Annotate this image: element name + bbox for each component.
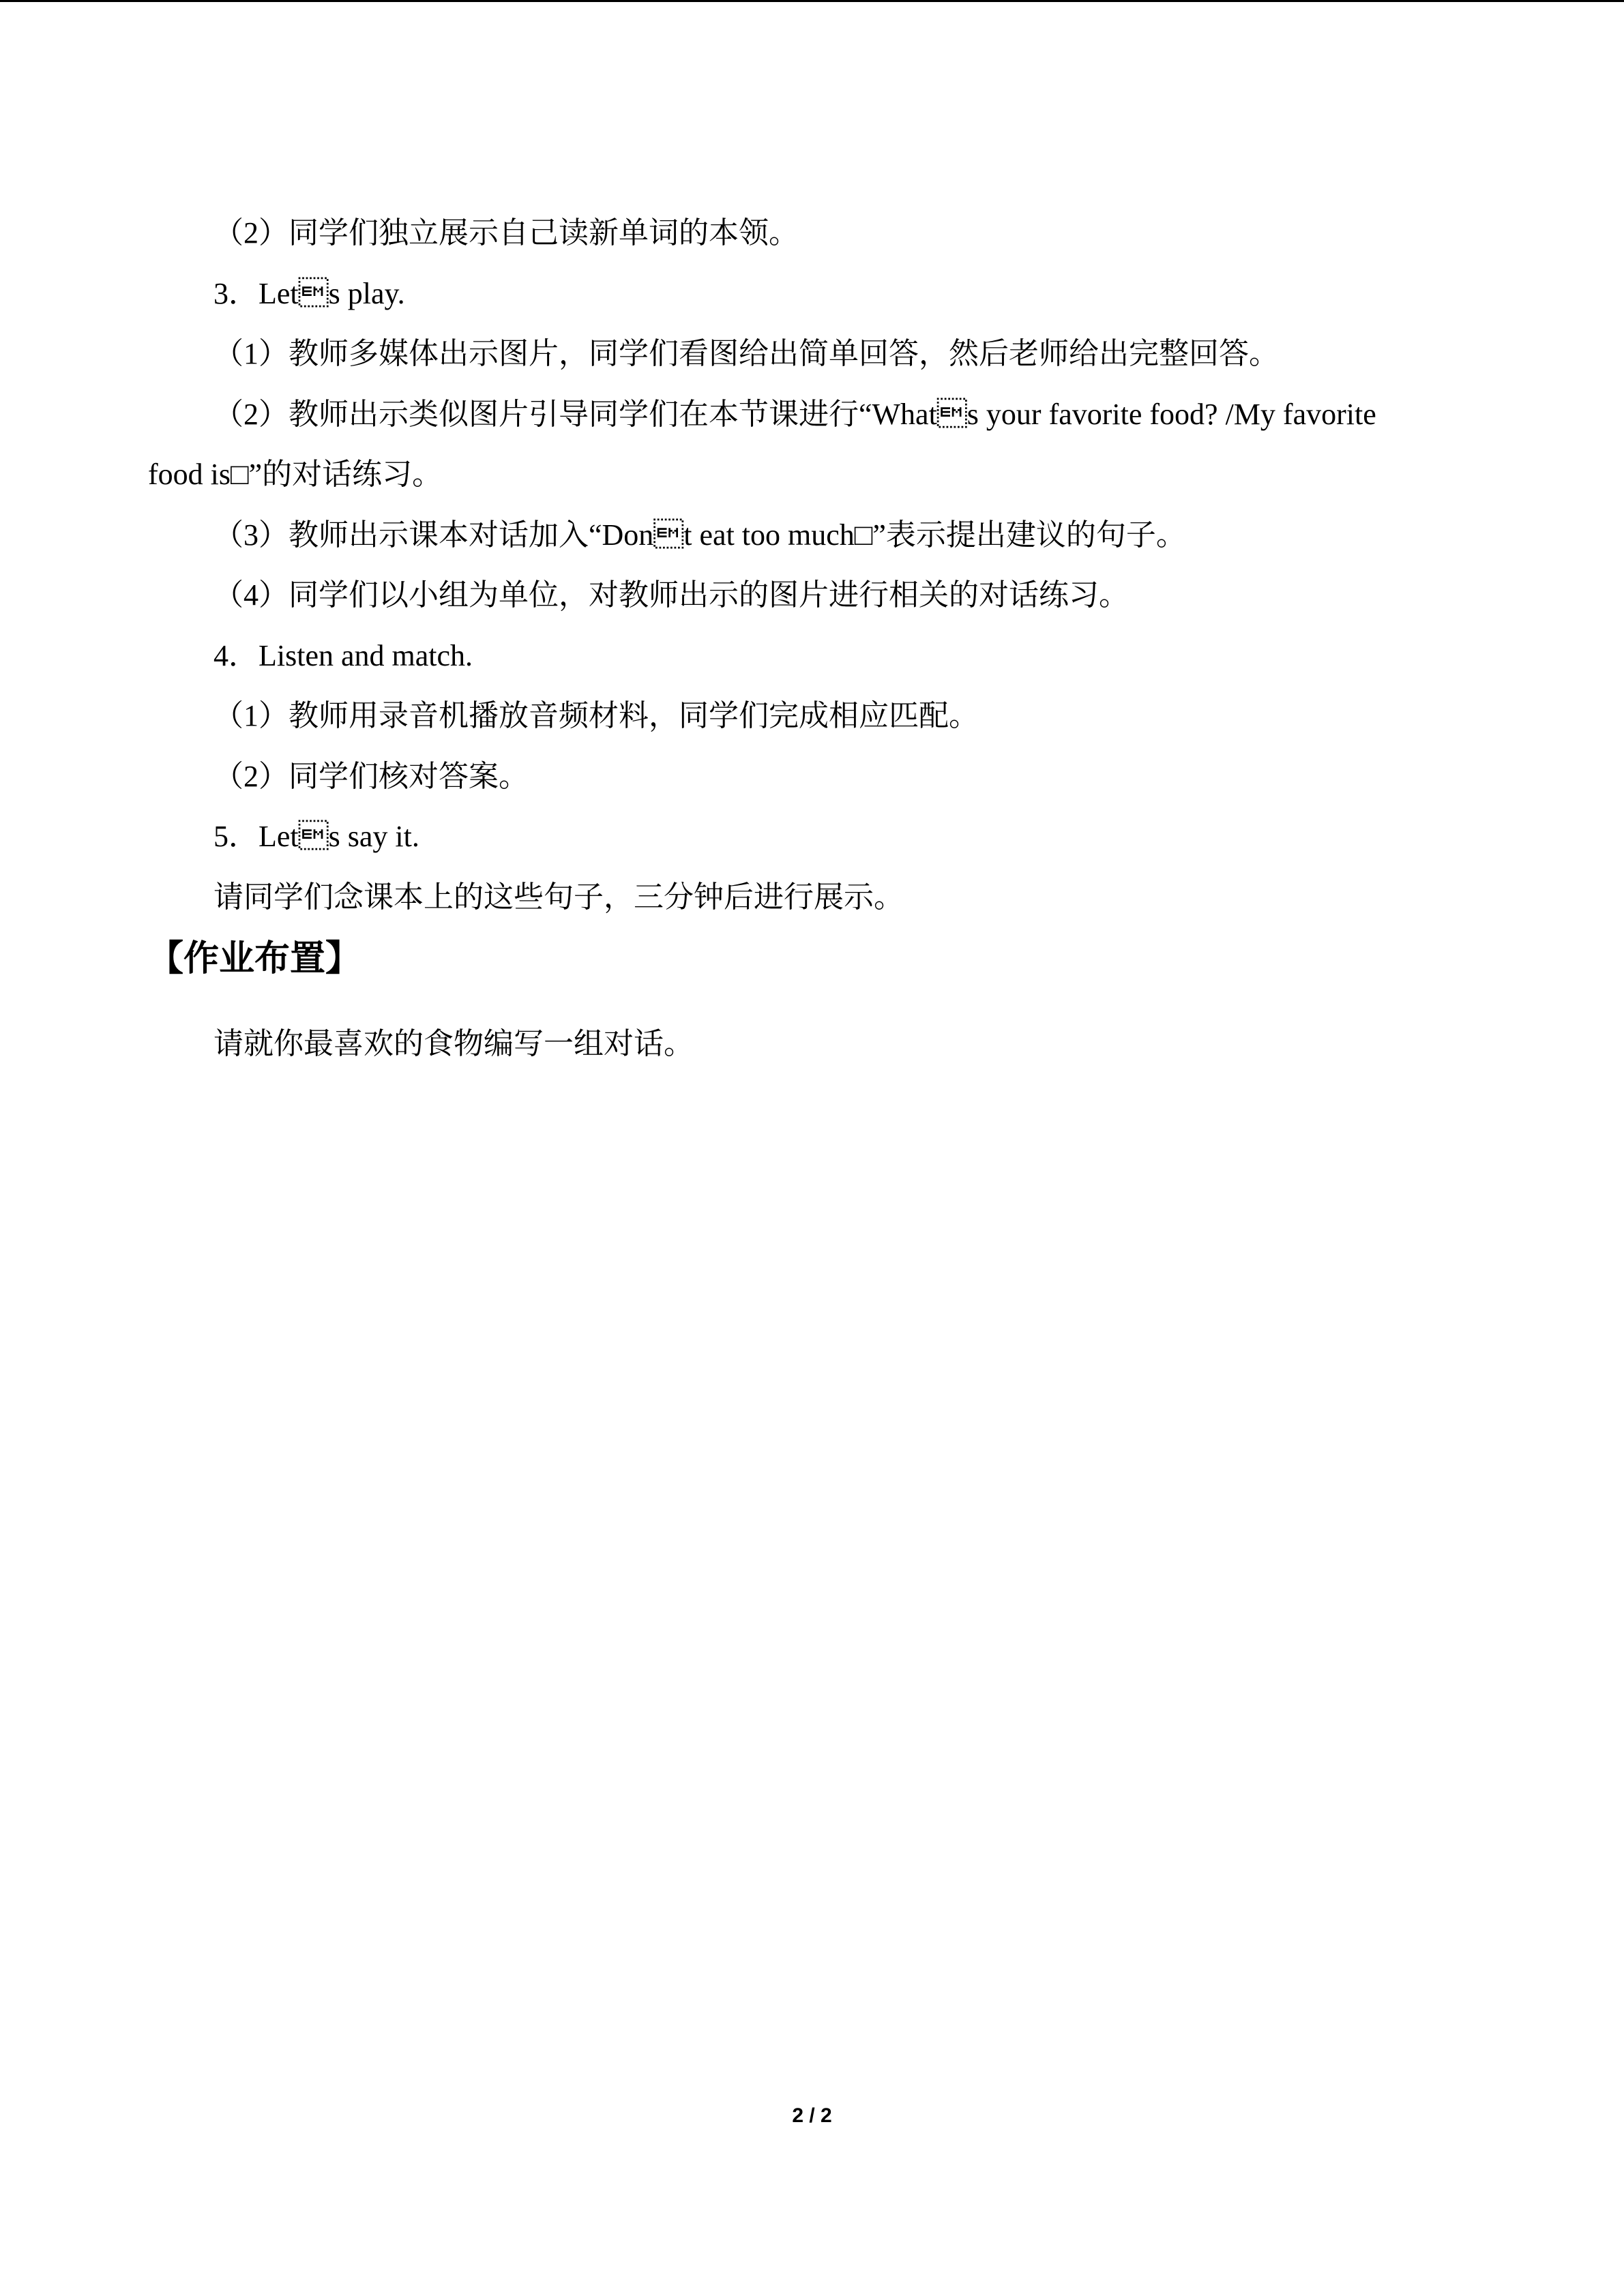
paragraph-listen-step-2: （2）同学们核对答案。 bbox=[213, 760, 529, 793]
homework-heading: 【作业布置】 bbox=[148, 938, 361, 979]
paragraph-listen-and-match: 4．Listen and match. bbox=[213, 639, 473, 672]
paragraph-lets-say-it: 5．Lets say it. bbox=[213, 820, 419, 853]
paragraph-play-step-2: （2）教师出示类似图片引导同学们在本节课进行“Whats your favorite food? /My favorite bbox=[213, 398, 1376, 431]
paragraph-listen-step-1: （1）教师用录音机播放音频材料，同学们完成相应匹配。 bbox=[213, 699, 979, 732]
paragraph-play-step-1: （1）教师多媒体出示图片，同学们看图给出简单回答，然后老师给出完整回答。 bbox=[213, 337, 1279, 370]
paragraph-play-step-3: （3）教师出示课本对话加入“Dont eat too much□”表示提出建议的句子。 bbox=[213, 518, 1186, 552]
paragraph-play-step-4: （4）同学们以小组为单位，对教师出示的图片进行相关的对话练习。 bbox=[213, 578, 1129, 612]
page-top-border bbox=[0, 0, 1624, 2]
paragraph-say-it-instructions: 请同学们念课本上的这些句子，三分钟后进行展示。 bbox=[213, 880, 904, 914]
page-number: 2 / 2 bbox=[792, 2104, 832, 2127]
paragraph-play-step-2-continued: food is□”的对话练习。 bbox=[148, 458, 443, 491]
paragraph-step-2-2: （2）同学们独立展示自己读新单词的本领。 bbox=[213, 216, 799, 250]
paragraph-lets-play: 3．Lets play. bbox=[213, 277, 405, 310]
homework-text: 请就你最喜欢的食物编写一组对话。 bbox=[213, 1027, 694, 1060]
